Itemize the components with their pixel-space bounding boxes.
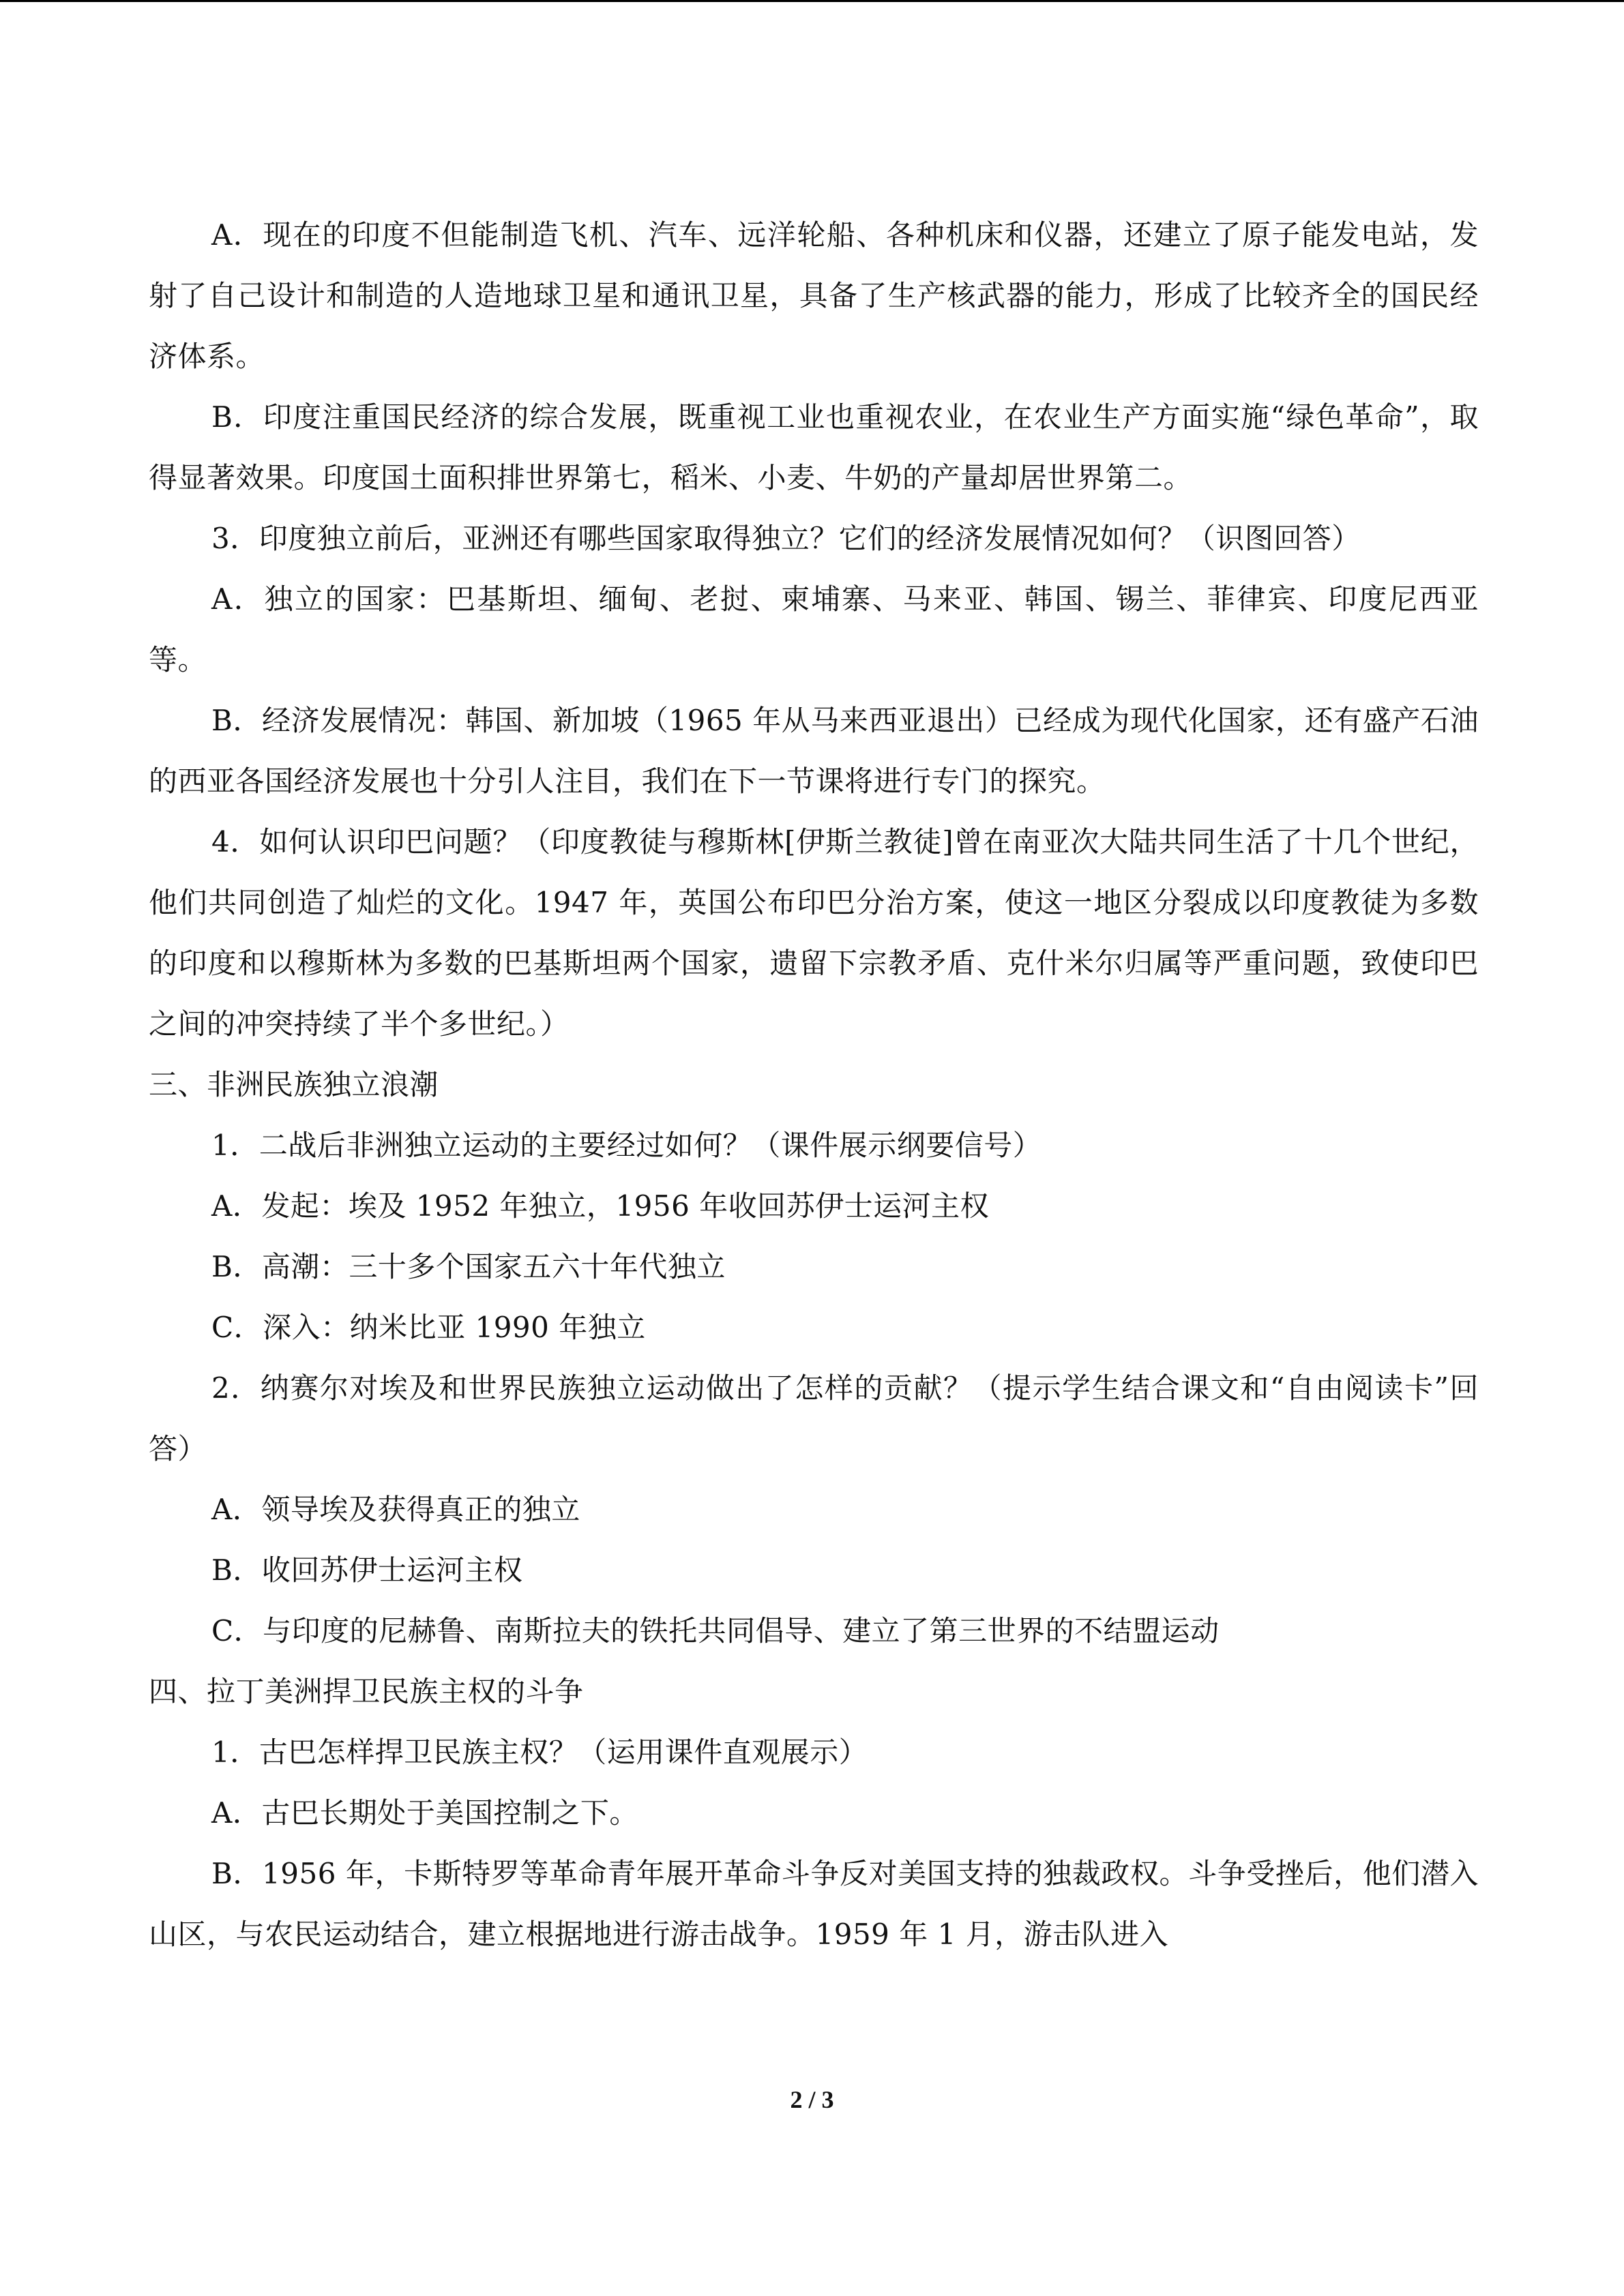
document-body	[149, 205, 1479, 1965]
section-heading: 三、非洲民族独立浪潮	[149, 1068, 439, 1101]
section-heading: 四、拉丁美洲捍卫民族主权的斗争	[149, 1675, 584, 1708]
list-item: C．与印度的尼赫鲁、南斯拉夫的铁托共同倡导、建立了第三世界的不结盟运动	[211, 1614, 1220, 1648]
top-border-line	[0, 0, 1624, 2]
list-item: A．领导埃及获得真正的独立	[211, 1493, 580, 1526]
paragraph: A．独立的国家：巴基斯坦、缅甸、老挝、柬埔寨、马来亚、韩国、锡兰、菲律宾、印度尼西亚等。	[149, 582, 1479, 676]
question-paragraph: 1．二战后非洲独立运动的主要经过如何？（课件展示纲要信号）	[211, 1129, 1042, 1162]
list-item: A．发起：埃及 1952 年独立，1956 年收回苏伊士运河主权	[211, 1189, 990, 1223]
paragraph: B．1956 年，卡斯特罗等革命青年展开革命斗争反对美国支持的独裁政权。斗争受挫后，他们潜入山区，与农民运动结合，建立根据地进行游击战争。1959 年 1 月，游击队进入	[149, 1857, 1479, 1951]
page-number: 2 / 3	[790, 2086, 834, 2113]
paragraph: B．经济发展情况：韩国、新加坡（1965 年从马来西亚退出）已经成为现代化国家，还有盛产石油的西亚各国经济发展也十分引人注目，我们在下一节课将进行专门的探究。	[149, 704, 1479, 798]
question-paragraph: 1．古巴怎样捍卫民族主权？（运用课件直观展示）	[211, 1735, 868, 1769]
question-paragraph: 4．如何认识印巴问题？（印度教徒与穆斯林[伊斯兰教徒]曾在南亚次大陆共同生活了十几个世纪，他们共同创造了灿烂的文化。1947 年，英国公布印巴分治方案，使这一地区分裂成以印度教徒为多数的印度和以穆斯林为多数的巴基斯坦两个国家，遗留下宗教矛盾、克什米尔归属等严重问题，致使印巴之间的冲突持续了半个多世纪。）	[149, 825, 1479, 1041]
list-item: B．收回苏伊士运河主权	[211, 1553, 523, 1587]
paragraph: B．印度注重国民经济的综合发展，既重视工业也重视农业，在农业生产方面实施“绿色革命”，取得显著效果。印度国土面积排世界第七，稻米、小麦、牛奶的产量却居世界第二。	[149, 400, 1479, 494]
list-item: A．古巴长期处于美国控制之下。	[211, 1796, 638, 1830]
question-paragraph: 2．纳赛尔对埃及和世界民族独立运动做出了怎样的贡献？（提示学生结合课文和“自由阅读卡”回答）	[149, 1371, 1479, 1465]
list-item: C．深入：纳米比亚 1990 年独立	[211, 1311, 646, 1344]
paragraph: A．现在的印度不但能制造飞机、汽车、远洋轮船、各种机床和仪器，还建立了原子能发电站，发射了自己设计和制造的人造地球卫星和通讯卫星，具备了生产核武器的能力，形成了比较齐全的国民经济体系。	[149, 218, 1479, 373]
list-item: B．高潮：三十多个国家五六十年代独立	[211, 1250, 726, 1283]
question-paragraph: 3．印度独立前后，亚洲还有哪些国家取得独立？它们的经济发展情况如何？（识图回答）	[211, 522, 1361, 555]
